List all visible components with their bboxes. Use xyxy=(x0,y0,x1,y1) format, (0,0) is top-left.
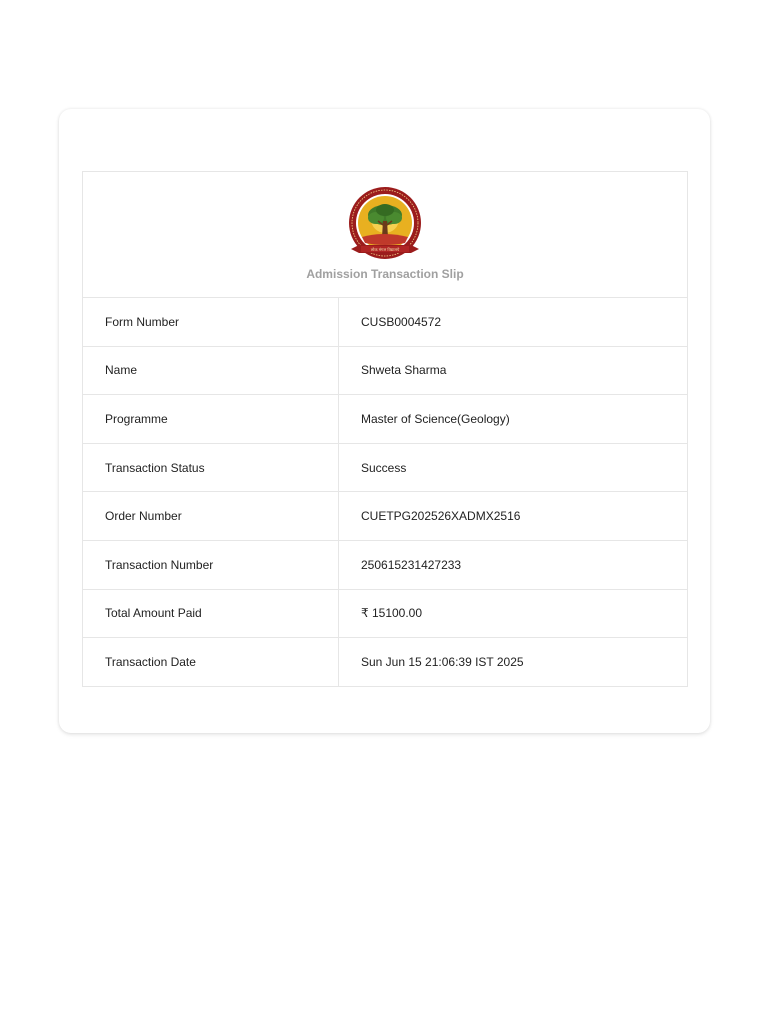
field-value: Sun Jun 15 21:06:39 IST 2025 xyxy=(339,638,688,687)
university-seal-logo xyxy=(345,185,425,265)
field-value: CUSB0004572 xyxy=(339,298,688,347)
table-row-transaction-number xyxy=(83,540,688,589)
field-label: Order Number xyxy=(83,492,339,541)
field-label: Name xyxy=(83,346,339,395)
field-value: Shweta Sharma xyxy=(339,346,688,395)
field-value: ₹ 15100.00 xyxy=(339,589,688,638)
table-row-programme xyxy=(83,395,688,444)
field-value: CUETPG202526XADMX2516 xyxy=(339,492,688,541)
table-row-form-number xyxy=(83,298,688,347)
field-value: 250615231427233 xyxy=(339,540,688,589)
field-label: Transaction Number xyxy=(83,540,339,589)
field-label: Total Amount Paid xyxy=(83,589,339,638)
field-label: Form Number xyxy=(83,298,339,347)
transaction-slip-card xyxy=(59,109,710,733)
table-row-transaction-date xyxy=(83,638,688,687)
field-value: Master of Science(Geology) xyxy=(339,395,688,444)
slip-header xyxy=(83,172,688,298)
slip-header-row xyxy=(83,172,688,298)
field-label: Programme xyxy=(83,395,339,444)
table-row-name xyxy=(83,346,688,395)
field-value: Success xyxy=(339,443,688,492)
field-label: Transaction Status xyxy=(83,443,339,492)
transaction-slip-table xyxy=(82,171,688,687)
field-label: Transaction Date xyxy=(83,638,339,687)
seal-motto: लोक मंगल विद्यालये xyxy=(370,247,400,252)
table-row-transaction-status xyxy=(83,443,688,492)
slip-title: Admission Transaction Slip xyxy=(306,267,464,281)
table-row-total-amount-paid xyxy=(83,589,688,638)
table-row-order-number xyxy=(83,492,688,541)
